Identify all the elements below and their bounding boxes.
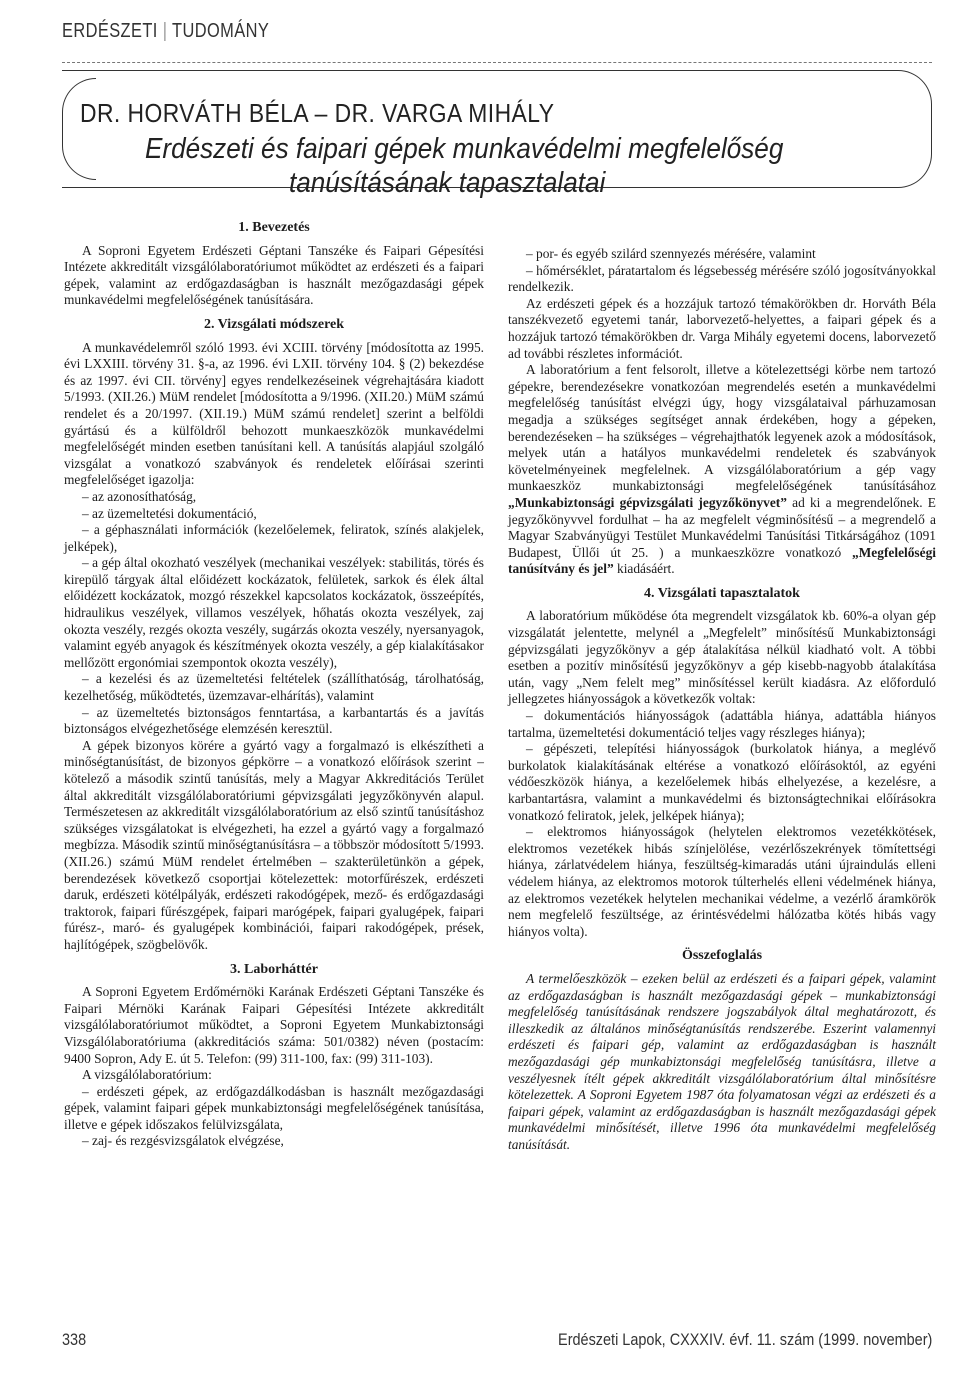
list-item: – por- és egyéb szilárd szennyezés mérésére, valamint: [526, 246, 816, 261]
services-bold-d: „Megfelelőségi tanúsítvány és jel”: [508, 544, 936, 577]
list-item: – dokumentációs hiányosságok (adattábla hiánya, adattábla hiányos tartalma, üzemeltetési dokumentáció teljes vagy részleges hiánya);: [508, 708, 936, 740]
title-frame-left: [62, 78, 96, 180]
paragraph-services: [508, 362, 936, 578]
services-bold-b: „Munkabiztonsági gépvizsgálati jegyzőkönyvet”: [508, 494, 787, 510]
list-item: – erdészeti gépek, az erdőgazdálkodásban is használt mezőgazdasági gépek, valamint faipari gépek munkabiztonsági megfelelőségének tanúsítása, illetve e gépek időszakos felülvizsgálata,: [64, 1083, 484, 1132]
list-item: – gépészeti, telepítési hiányosságok (burkolatok hiánya, a meglévő burkolatok kialakításának eltérése a vonatkozó előírásoktól, az egyéni védőeszközök hiánya, a kezelőelemek hibás elhelyezése, a kezelésre, a karbantartásra, valamint a munkavédelmi és biztonságtechnikai előírásokra vonatkozó feliratok, jelek, jelképek hiánya);: [508, 741, 936, 823]
list-item: – a gép által okozható veszélyek (mechanikai veszélyek: stabilitás, törés és kirepülő tárgyak által előidézett kockázatok, felületek, sarkok és élek által előidézett kockázatok, mozgó részekkel kapcsolatos kockázatok, összeépítés, hidraulikus veszélyek, villamos veszélyek, hőhatás okozta veszélyek, zaj okozta veszély, rezgés okozta veszély, sugárzás okozta veszély, nyersanyagok, valamint egyéb anyagok és készítmények okozta veszély, a gép kialakításakor mellőzött ergonómiai szempontok okozta veszély),: [64, 555, 484, 670]
paragraph-summary: A termelőeszközök – ezeken belül az erdészeti és a faipari gépek, valamint az erdőgazdaságban is használt mezőgazdasági gépek – munkabiztonsági megfelelőség tanúsításának rendszere jogszabályok által meghatározott, és illeszkedik az általános minőségtanúsítás rendszerébe. Eszerint valamennyi erdészeti és faipari gép, valamint az erdőgazdaságban is használt mezőgazdasági gép munkabiztonsági megfelelőség tanúsításra, illetve a veszélyesnek ítélt gépek akkreditált vizsgálólaboratórium által minősítésre kötelezettek. A Soproni Egyetem 1987 óta folyamatosan végzi az erdészeti és a faipari gépek, valamint az erdőgazdaságban is használt mezőgazdasági gépek munkavédelmi minősítését, illetve 1996 óta munkavédelmi megfelelőség tanúsítását.: [508, 970, 936, 1152]
paragraph-methods: A munkavédelemről szóló 1993. évi XCIII. törvény [módosította az 1995. évi LXXIII. törvény 31. §-a, az 1996. évi LXII. törvény 104. § (2) bekezdése és az 1997. évi CII. törvény] egyes rendelkezéseinek végrehajtására kiadott 5/1993. (XII.26.) MüM rendelet [módosította a 9/1996. (XII.20.) MüM számú rendelet és a 20/1997. (XII.19.) MüM számú rendelet] szerint a belföldi gyártású és a külföldről behozott munkaeszközök munkavédelmi megfelelőségét minden esetben tanúsítani kell. A tanúsítás alapjául szolgáló vizsgálat a vonatkozó szabványok és rendeletek előírásai szerinti megfelelőséget igazolja:: [64, 339, 484, 488]
journal-citation: Erdészeti Lapok, CXXXIV. évf. 11. szám (1999. november): [557, 1330, 932, 1349]
list-item: – az üzemeltetés biztonságos fenntartása, a karbantartás és a javítás biztonságos elvégezhetősége elemzésén keresztül.: [64, 704, 484, 737]
heading-experiences: 4. Vizsgálati tapasztalatok: [644, 585, 800, 601]
list-item: – elektromos hiányosságok (helytelen elektromos vezetékkötések, elektromos vezetékek hibás színjelölése, vezérlőszekrények tömítettségi hiánya, zárlatvédelem hiánya, feszültség-kimaradás utáni újraindulás elleni védelem hiánya, az elektromos motorok túlterhelés elleni védelmének hiánya, az elektromos vezetékek helytelen mechanikai védelme, a vezérlő áramkörök nem megfelelő feszültsége, az érintésvédelmi hálózatba kötés hibás vagy hiányos volta).: [508, 824, 936, 939]
paragraph-lab: A Soproni Egyetem Erdőmérnöki Karának Erdészeti Géptani Tanszéke és Faipari Mérnöki Karának Faipari Gépesítési Intézete akkreditált vizsgálólaboratóriumot működtet, a Soproni Egyetem Munkabiztonsági Vizsgálólaboratóriuma (akkreditációs száma: 501/0382) néven (postacím: 9400 Sopron, Ady E. út 5. Telefon: (99) 311-100, fax: (99) 311-103).: [64, 984, 484, 1066]
heading-introduction: 1. Bevezetés: [238, 220, 310, 235]
list-item: – zaj- és rezgésvizsgálatok elvégzése,: [82, 1133, 284, 1149]
services-text-e: kiadásáért.: [613, 561, 675, 577]
section-label: [62, 20, 269, 43]
list-item: – a géphasználati információk (kezelőelemek, feliratok, színés alakjelek, jelképek),: [64, 522, 484, 554]
article-title-line2: tanúsításának tapasztalatai: [289, 167, 606, 199]
services-text-c: ad ki a megrendelőnek. E jegyzőkönyvvel fordulhat – ha az megfelelt végminősítésű – a megrendelő a Magyar Szabványügyi Testület Munkavédelmi Tanúsítási Titkárságához (1091 Budapest, Üllői út 25. ) a munkaeszközre vonatkozó: [508, 494, 936, 560]
right-column: [508, 246, 936, 1153]
section-divider: |: [162, 20, 168, 42]
heading-methods: 2. Vizsgálati módszerek: [203, 316, 345, 332]
authors: DR. HORVÁTH BÉLA – DR. VARGA MIHÁLY: [80, 98, 555, 128]
paragraph-contacts: Az erdészeti gépek és a hozzájuk tartozó témakörökben dr. Horváth Béla tanszékvezető egyetemi tanár, laborvezető-helyettes, a faipari gépek és a hozzájuk tartozó témakörökben dr. Varga Mihály egyetemi docens, laborvezető ad további részletes információt.: [508, 295, 936, 361]
list-item: – hőmérséklet, páratartalom és légsebesség mérésére szóló jogosítványokkal rendelkezik.: [508, 262, 936, 295]
article-title: [145, 132, 838, 200]
page-number: 338: [62, 1330, 87, 1349]
paragraph-lab-intro: A vizsgálólaboratórium:: [82, 1067, 212, 1083]
paragraph-certification: A gépek bizonyos körére a gyártó vagy a forgalmazó is elkészítheti a minőségtanúsítást, de bizonyos gépkörre – a vonatkozó előírások szerint – kötelező a második szintű tanúsítás, mely a Magyar Akkreditációs Terület által akkreditált vizsgálólaboratóriumi gépvizsgálati jegyzőkönyvén alapul. Természetesen az akkreditált vizsgálólaboratórium az első szintű tanúsításhoz szükséges vizsgálatokat is elvégezheti, ha ezzel a gyártó vagy a forgalmazó megbízza. Második szintű minőségtanúsításra – a többször módosított 5/1993. (XII.26.) számú MüM rendelet értelmében – szakterületünkön a gépek, berendezések következő csoportjai kötelezettek: motorfűrészek, erdészeti daruk, erdészeti kötélpályák, erdészeti rakodógépek, mező- és erdőgazdasági traktorok, faipari fűrészgépek, faipari marógépek, faipari gyalugépek, faipari fúrész-, maró- és gyalugépek kombinációi, faipari rakodógépek, prések, hajlítógépek, szögbelövők.: [64, 737, 484, 952]
heading-lab: 3. Laborháttér: [230, 961, 318, 977]
services-text-a: A laboratórium a fent felsorolt, illetve a kötelezettségi körbe nem tartozó gépekre, berendezésekre vonatkozóan megrendelés esetén a munkavédelmi megfelelőség tanúsítást elvégzi úgy, hogy vizsgálataival párhuzamosan megadja a szükséges segítséget annak érdekében, hogy a gépeken, berendezéseken – ha szükséges – végrehajthatók legyenek azok a módosítások, melyek után a hatályos munkavédelmi rendeletek és szabványok követelményeinek megfelelnek. A vizsgálólaboratórium a gép vagy munkaeszköz munkabiztonsági megfelelőségének tanúsításához: [508, 362, 936, 494]
header-rule: [62, 62, 932, 63]
heading-summary: Összefoglalás: [681, 948, 763, 964]
section-label-b: TUDOMÁNY: [172, 20, 270, 42]
article-title-line1: Erdészeti és faipari gépek munkavédelmi megfelelőség: [145, 133, 784, 165]
section-label-a: ERDÉSZETI: [62, 20, 158, 42]
list-item: – az üzemeltetési dokumentáció,: [82, 505, 257, 521]
list-item: – az azonosíthatóság,: [82, 488, 197, 504]
left-column: [64, 212, 484, 1150]
list-item: – a kezelési és az üzemeltetési feltételek (szállíthatóság, tárolhatóság, kezelhetőség, működtetés, üzemzavar-elhárítás), valamint: [64, 671, 484, 704]
paragraph-intro: A Soproni Egyetem Erdészeti Géptani Tanszéke és Faipari Gépesítési Intézete akkreditált vizsgálólaboratóriumot működtet az erdészeti és a faipari gépek, valamint az erdőgazdaságban is használt mezőgazdasági gépek munkavédelmi megfelelőségének tanúsítására.: [64, 242, 484, 308]
paragraph-experiences: A laboratórium működése óta megrendelt vizsgálatok kb. 60%-a olyan gép vizsgálatát jelentette, melynél a „Megfelelt” minősítésű Munkabiztonsági gépvizsgálati jegyzőkönyv a gép átalakítása nélkül kiadható volt. A többi esetben a pozitív minősítésű jegyzőkönyv a gép kisebb-nagyobb átalakítása után, vagy „Nem felelt meg” minősítéssel került kiadásra. Az előforduló jellegzetes hiányosságok a következők voltak:: [508, 608, 936, 707]
